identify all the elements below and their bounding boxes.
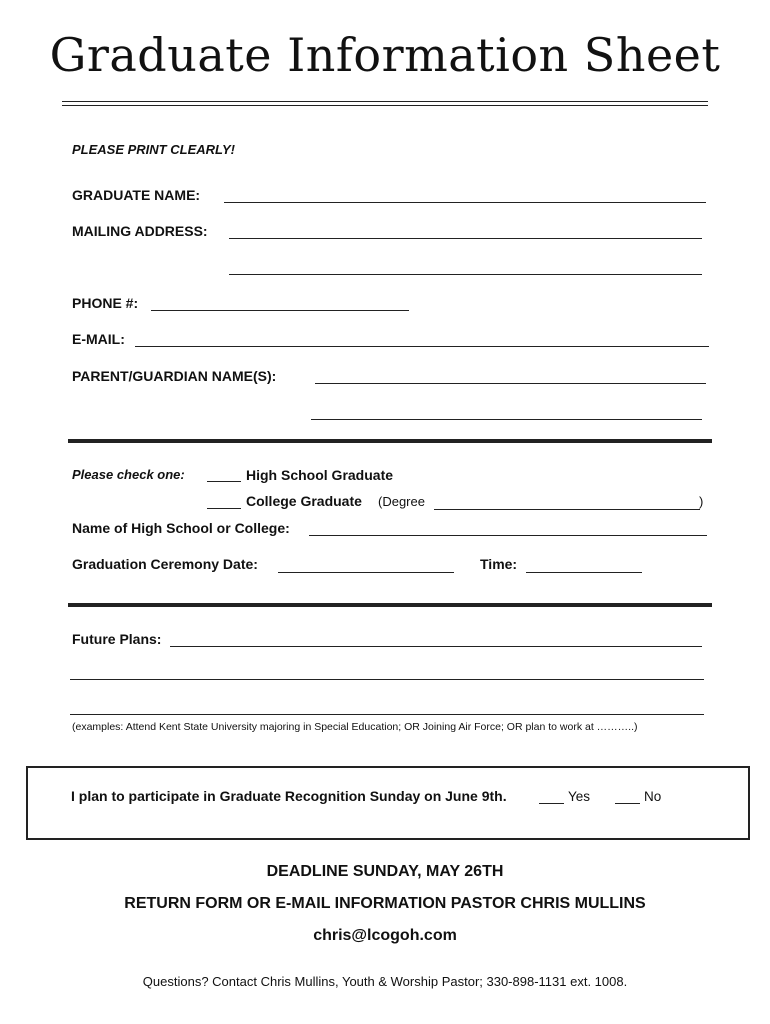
- time-label: Time:: [480, 556, 518, 572]
- future-plans-field-3[interactable]: [70, 714, 704, 715]
- mailing-address-label: MAILING ADDRESS:: [72, 223, 208, 239]
- questions-contact: Questions? Contact Chris Mullins, Youth & Worship Pastor; 330-898-1131 ext. 1008.: [142, 974, 628, 989]
- title-rule-bottom: [62, 105, 708, 106]
- parent-guardian-field-1[interactable]: [315, 383, 706, 384]
- print-clearly-notice: PLEASE PRINT CLEARLY!: [72, 142, 235, 157]
- ceremony-date-field[interactable]: [278, 572, 454, 573]
- participation-yes-checkbox[interactable]: [539, 803, 564, 804]
- time-field[interactable]: [526, 572, 642, 573]
- degree-open-label: (Degree: [378, 494, 425, 509]
- check-one-prompt: Please check one:: [72, 467, 185, 482]
- future-plans-label: Future Plans:: [72, 631, 162, 647]
- future-plans-examples: (examples: Attend Kent State University majoring in Special Education; OR Joining Air Force; OR plan to work at ………..): [72, 721, 638, 733]
- participation-no-checkbox[interactable]: [615, 803, 640, 804]
- ceremony-date-label: Graduation Ceremony Date:: [72, 556, 258, 572]
- phone-label: PHONE #:: [72, 295, 139, 311]
- parent-guardian-field-2[interactable]: [311, 419, 702, 420]
- mailing-address-field-2[interactable]: [229, 274, 702, 275]
- degree-close-paren: ): [699, 494, 704, 509]
- future-plans-field-2[interactable]: [70, 679, 704, 680]
- contact-email: chris@lcogoh.com: [313, 927, 457, 944]
- school-name-field[interactable]: [309, 535, 707, 536]
- degree-field[interactable]: [434, 509, 700, 510]
- future-plans-field-1[interactable]: [170, 646, 702, 647]
- participation-question: I plan to participate in Graduate Recognition Sunday on June 9th.: [71, 788, 507, 804]
- college-checkbox[interactable]: [207, 508, 241, 509]
- section-divider-1: [68, 439, 712, 443]
- mailing-address-field-1[interactable]: [229, 238, 702, 239]
- return-instructions: RETURN FORM OR E-MAIL INFORMATION PASTOR CHRIS MULLINS: [124, 895, 646, 912]
- parent-guardian-label: PARENT/GUARDIAN NAME(S):: [72, 368, 277, 384]
- deadline-text: DEADLINE SUNDAY, MAY 26TH: [266, 863, 504, 880]
- college-option-label: College Graduate: [246, 493, 362, 509]
- high-school-option-label: High School Graduate: [246, 467, 394, 483]
- graduate-name-field[interactable]: [224, 202, 706, 203]
- graduate-name-label: GRADUATE NAME:: [72, 187, 201, 203]
- high-school-checkbox[interactable]: [207, 481, 241, 482]
- section-divider-2: [68, 603, 712, 607]
- phone-field[interactable]: [151, 310, 409, 311]
- email-label: E-MAIL:: [72, 331, 125, 347]
- email-field[interactable]: [135, 346, 709, 347]
- participation-yes-label: Yes: [568, 789, 591, 804]
- page-title: Graduate Information Sheet: [49, 28, 721, 82]
- participation-no-label: No: [644, 789, 662, 804]
- school-name-label: Name of High School or College:: [72, 520, 290, 536]
- title-rule-top: [62, 101, 708, 102]
